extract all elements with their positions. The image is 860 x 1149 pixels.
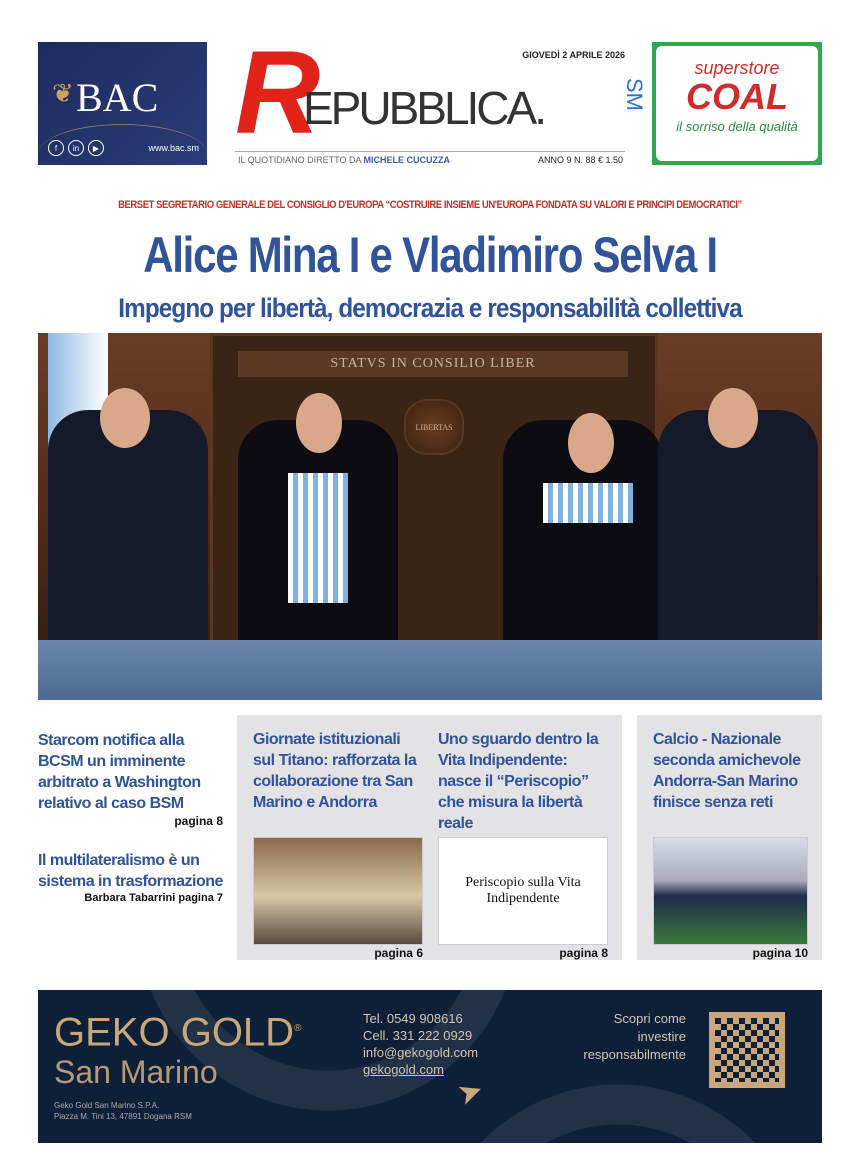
issue-number: ANNO 9 N. 88 € 1.50 (537, 155, 623, 165)
football-photo[interactable] (653, 837, 808, 945)
geko-address (54, 1100, 192, 1122)
youtube-icon[interactable]: ▶ (88, 140, 104, 156)
story-multilateralismo[interactable] (38, 850, 223, 904)
main-headline[interactable]: Alice Mina I e Vladimiro Selva I (143, 227, 717, 283)
coal-line1: superstore (694, 58, 780, 78)
meeting-photo[interactable] (253, 837, 423, 945)
tagline-text: IL QUOTIDIANO DIRETTO DA (238, 155, 364, 165)
story-title[interactable]: Giornate istituzionali sul Titano: rafforzata la collaborazione tra San Marino e Andorra (253, 731, 417, 811)
social-links (48, 140, 104, 156)
cta-line: Scopri come (613, 1011, 686, 1026)
website-link[interactable]: gekogold.com (363, 1062, 444, 1077)
captain-regent-left-head (296, 393, 342, 453)
table (38, 640, 822, 700)
captain-regent-right-head (568, 413, 614, 473)
cta-line: responsabilmente (583, 1047, 686, 1062)
geko-location: San Marino (54, 1054, 218, 1090)
tagline (238, 155, 450, 165)
cta-line: investire (637, 1029, 686, 1044)
story-title[interactable]: Il multilateralismo è un sistema in trasformazione (38, 852, 223, 890)
issue-date: GIOVEDÌ 2 APRILE 2026 (522, 50, 625, 60)
right-box (637, 715, 822, 960)
guard-right-head (708, 388, 758, 448)
brand-name: GEKO GOLD (54, 1010, 295, 1055)
address: Piazza M. Tini 13, 47891 Dogana RSM (54, 1112, 192, 1121)
cursor-icon: ➤ (452, 1072, 488, 1113)
story-page: pagina 8 (174, 814, 223, 828)
director-name: MICHELE CUCUZZA (363, 155, 451, 165)
masthead-logo-suffix: SM (622, 78, 647, 111)
masthead-logo-name: EPUBBLICA. (303, 82, 544, 134)
registered-mark: ® (294, 1023, 302, 1034)
guard-right (658, 410, 818, 660)
throne-inscription: STATVS IN CONSILIO LIBER (238, 351, 628, 377)
story-page: pagina 8 (559, 946, 608, 960)
sash-right (543, 483, 633, 523)
qr-code[interactable] (709, 1012, 785, 1088)
company-name: Geko Gold San Marino S.P.A. (54, 1101, 160, 1110)
wheat-icon: ❦ (52, 78, 74, 108)
phone[interactable]: Tel. 0549 908616 (363, 1011, 463, 1026)
coal-ad[interactable] (652, 42, 822, 165)
bac-logo: BAC (76, 75, 159, 120)
geko-cta (558, 1010, 686, 1064)
geko-gold-ad[interactable] (38, 990, 822, 1143)
throne-plaque: LIBERTAS (404, 399, 464, 455)
story-title[interactable]: Uno sguardo dentro la Vita Indipendente: nasce il “Periscopio” che misura la libertà reale (438, 731, 599, 832)
story-page: pagina 10 (752, 946, 808, 960)
story-starcom[interactable] (38, 730, 223, 828)
linkedin-icon[interactable]: in (68, 140, 84, 156)
cell[interactable]: Cell. 331 222 0929 (363, 1028, 473, 1043)
guard-left-head (100, 388, 150, 448)
bac-ad[interactable] (38, 42, 207, 165)
coal-slogan: il sorriso della qualità (676, 119, 798, 134)
sash-left (288, 473, 348, 603)
story-title[interactable]: Starcom notifica alla BCSM un imminente arbitrato a Washington relativo al caso BSM (38, 732, 201, 812)
story-page: pagina 6 (374, 946, 423, 960)
middle-box (237, 715, 622, 960)
kicker: BERSET SEGRETARIO GENERALE DEL CONSIGLIO D'EUROPA “COSTRUIRE INSIEME UN'EUROPA FONDATA SU VALORI E PRINCIPI DEMOCRATICI” (118, 199, 742, 211)
main-photo[interactable] (38, 333, 822, 700)
facebook-icon[interactable]: f (48, 140, 64, 156)
coal-logo: COAL (686, 76, 788, 117)
masthead (235, 27, 647, 167)
subheadline: Impegno per libertà, democrazia e responsabilità collettiva (118, 293, 742, 323)
periscopio-logo[interactable]: Periscopio sulla Vita Indipendente (438, 837, 608, 945)
masthead-logo-r: R (235, 27, 321, 159)
story-title[interactable]: Calcio - Nazionale seconda amichevole Andorra-San Marino finisce senza reti (653, 731, 801, 811)
story-page: Barbara Tabarrini pagina 7 (84, 892, 223, 904)
divider (235, 151, 625, 152)
geko-brand (54, 1006, 301, 1055)
left-column (38, 730, 223, 904)
email-link[interactable]: info@gekogold.com (363, 1045, 479, 1060)
bac-url[interactable]: www.bac.sm (148, 143, 199, 153)
geko-contact (363, 1010, 478, 1078)
